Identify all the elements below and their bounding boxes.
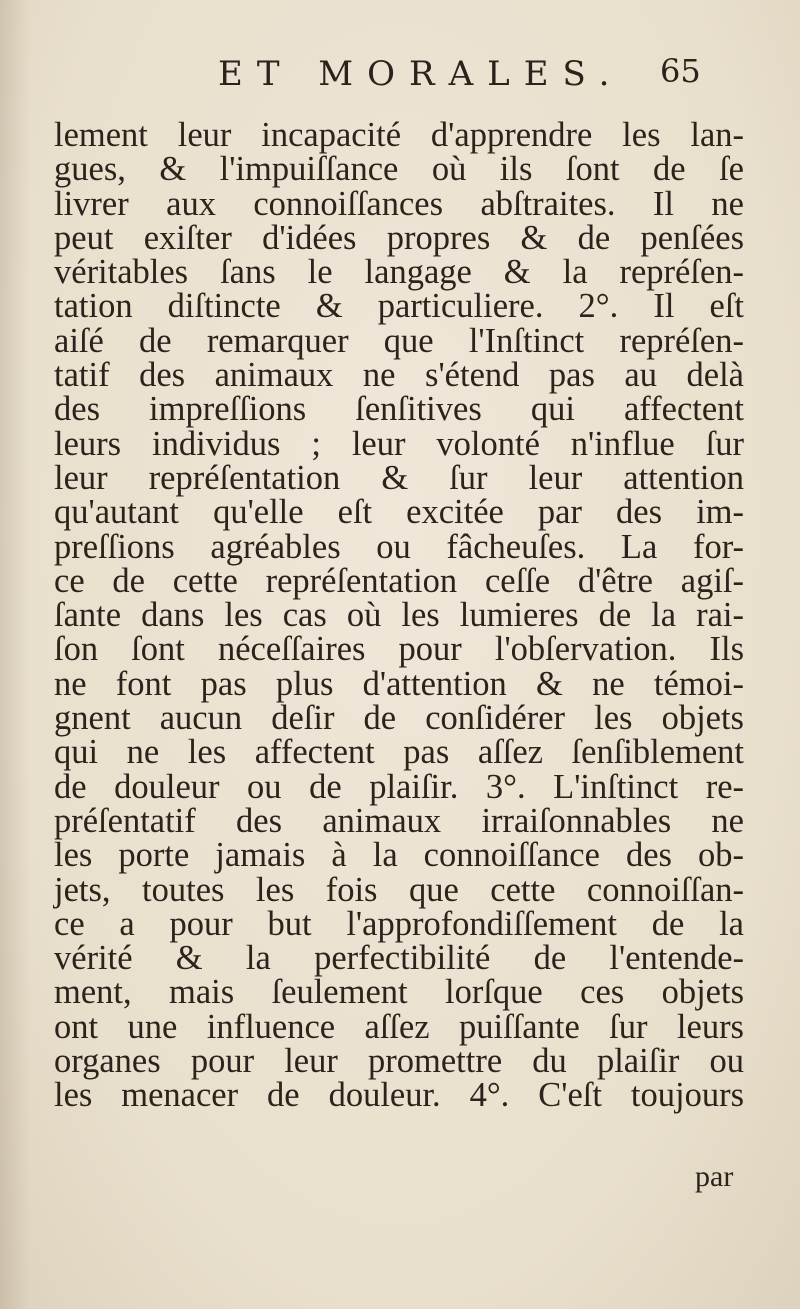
text-line: aiſé de remarquer que l'Inſtinct repréſen-	[54, 321, 744, 360]
text-line: jets, toutes les fois que cette connoiſſan-	[54, 870, 744, 909]
text-line: ce a pour but l'approfondiſſement de la	[54, 904, 744, 943]
text-line: de douleur ou de plaiſir. 3°. L'inſtinct re-	[54, 767, 744, 806]
text-line: ce de cette repréſentation ceſſe d'être agiſ-	[54, 561, 744, 600]
text-line: ment, mais ſeulement lorſque ces objets	[54, 973, 744, 1012]
running-head: ET MORALES.	[218, 54, 624, 94]
page-number: 65	[660, 52, 701, 90]
body-text	[54, 118, 744, 1113]
text-line: gnent aucun deſir de conſidérer les objets	[54, 699, 744, 738]
text-line: lement leur incapacité d'apprendre les lan-	[54, 116, 744, 154]
text-line: des impreſſions ſenſitives qui affectent	[54, 390, 744, 429]
text-line: leurs individus ; leur volonté n'influe ſur	[54, 424, 744, 463]
text-line: véritables ſans le langage & la repréſen-	[54, 253, 744, 292]
catchword: par	[695, 1160, 734, 1193]
text-line: ſon ſont néceſſaires pour l'obſervation. Ils	[54, 630, 744, 669]
text-line: gues, & l'impuiſſance où ils ſont de ſe	[54, 150, 744, 189]
text-line: ne font pas plus d'attention & ne témoi-	[54, 664, 744, 703]
text-line: tation diſtincte & particuliere. 2°. Il eſt	[54, 287, 744, 326]
text-line: tatif des animaux ne s'étend pas au delà	[54, 356, 744, 395]
text-line: ont une influence aſſez puiſſante ſur leurs	[54, 1007, 744, 1046]
text-line: preſſions agréables ou fâcheuſes. La for-	[54, 527, 744, 566]
text-line: livrer aux connoiſſances abſtraites. Il ne	[54, 184, 744, 223]
text-line: vérité & la perfectibilité de l'entende-	[54, 939, 744, 978]
text-line: peut exiſter d'idées propres & de penſées	[54, 218, 744, 257]
page-header	[0, 52, 800, 102]
text-line: leur repréſentation & ſur leur attention	[54, 458, 744, 497]
text-line: les menacer de douleur. 4°. C'eſt toujours	[54, 1076, 744, 1115]
text-line: les porte jamais à la connoiſſance des ob-	[54, 836, 744, 875]
text-line: qu'autant qu'elle eſt excitée par des im-	[54, 493, 744, 532]
text-line: ſante dans les cas où les lumieres de la rai-	[54, 596, 744, 635]
binding-shadow	[0, 0, 30, 1309]
text-line: préſentatif des animaux irraiſonnables ne	[54, 801, 744, 840]
text-line: organes pour leur promettre du plaiſir ou	[54, 1042, 744, 1081]
text-line: qui ne les affectent pas aſſez ſenſiblement	[54, 733, 744, 772]
